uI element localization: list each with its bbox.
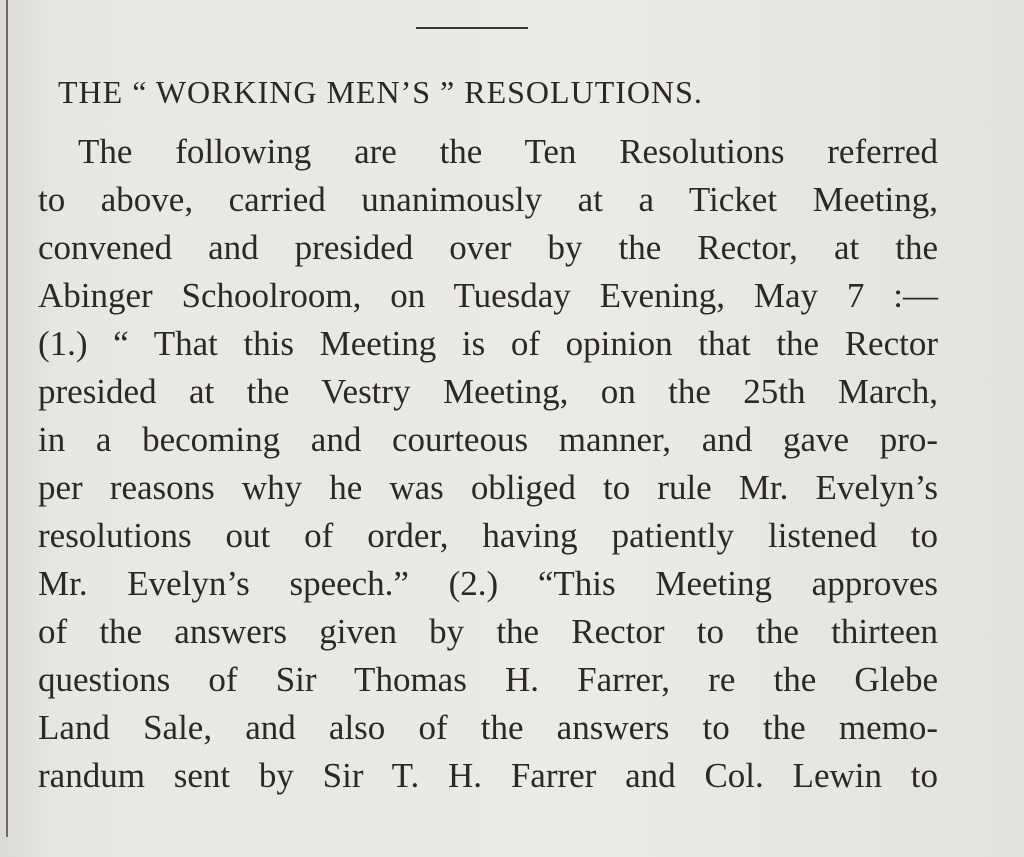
text-line: resolutions out of order, having patiently listened to — [38, 516, 938, 555]
text-line: presided at the Vestry Meeting, on the 25th March, — [38, 372, 938, 411]
article-heading: THE “ WORKING MEN’S ” RESOLUTIONS. — [58, 74, 703, 110]
text-line: convened and presided over by the Rector, at the — [38, 228, 938, 267]
text-line: in a becoming and courteous manner, and gave pro- — [38, 420, 938, 459]
text-line: (1.) “ That this Meeting is of opinion that the Rector — [38, 324, 938, 363]
article-body — [38, 128, 938, 800]
column-rule — [6, 0, 8, 837]
text-line: of the answers given by the Rector to the thirteen — [38, 612, 938, 651]
text-line: Abinger Schoolroom, on Tuesday Evening, May 7 :— — [38, 276, 938, 315]
text-line: per reasons why he was obliged to rule Mr. Evelyn’s — [38, 468, 938, 507]
section-separator-rule — [416, 27, 528, 29]
text-line: questions of Sir Thomas H. Farrer, re the Glebe — [38, 660, 938, 699]
text-line: Land Sale, and also of the answers to the memo- — [38, 708, 938, 747]
text-line: Mr. Evelyn’s speech.” (2.) “This Meeting approves — [38, 564, 938, 603]
text-line: randum sent by Sir T. H. Farrer and Col. Lewin to — [38, 756, 938, 795]
text-line: The following are the Ten Resolutions referred — [78, 132, 938, 171]
text-line: to above, carried unanimously at a Ticket Meeting, — [38, 180, 938, 219]
